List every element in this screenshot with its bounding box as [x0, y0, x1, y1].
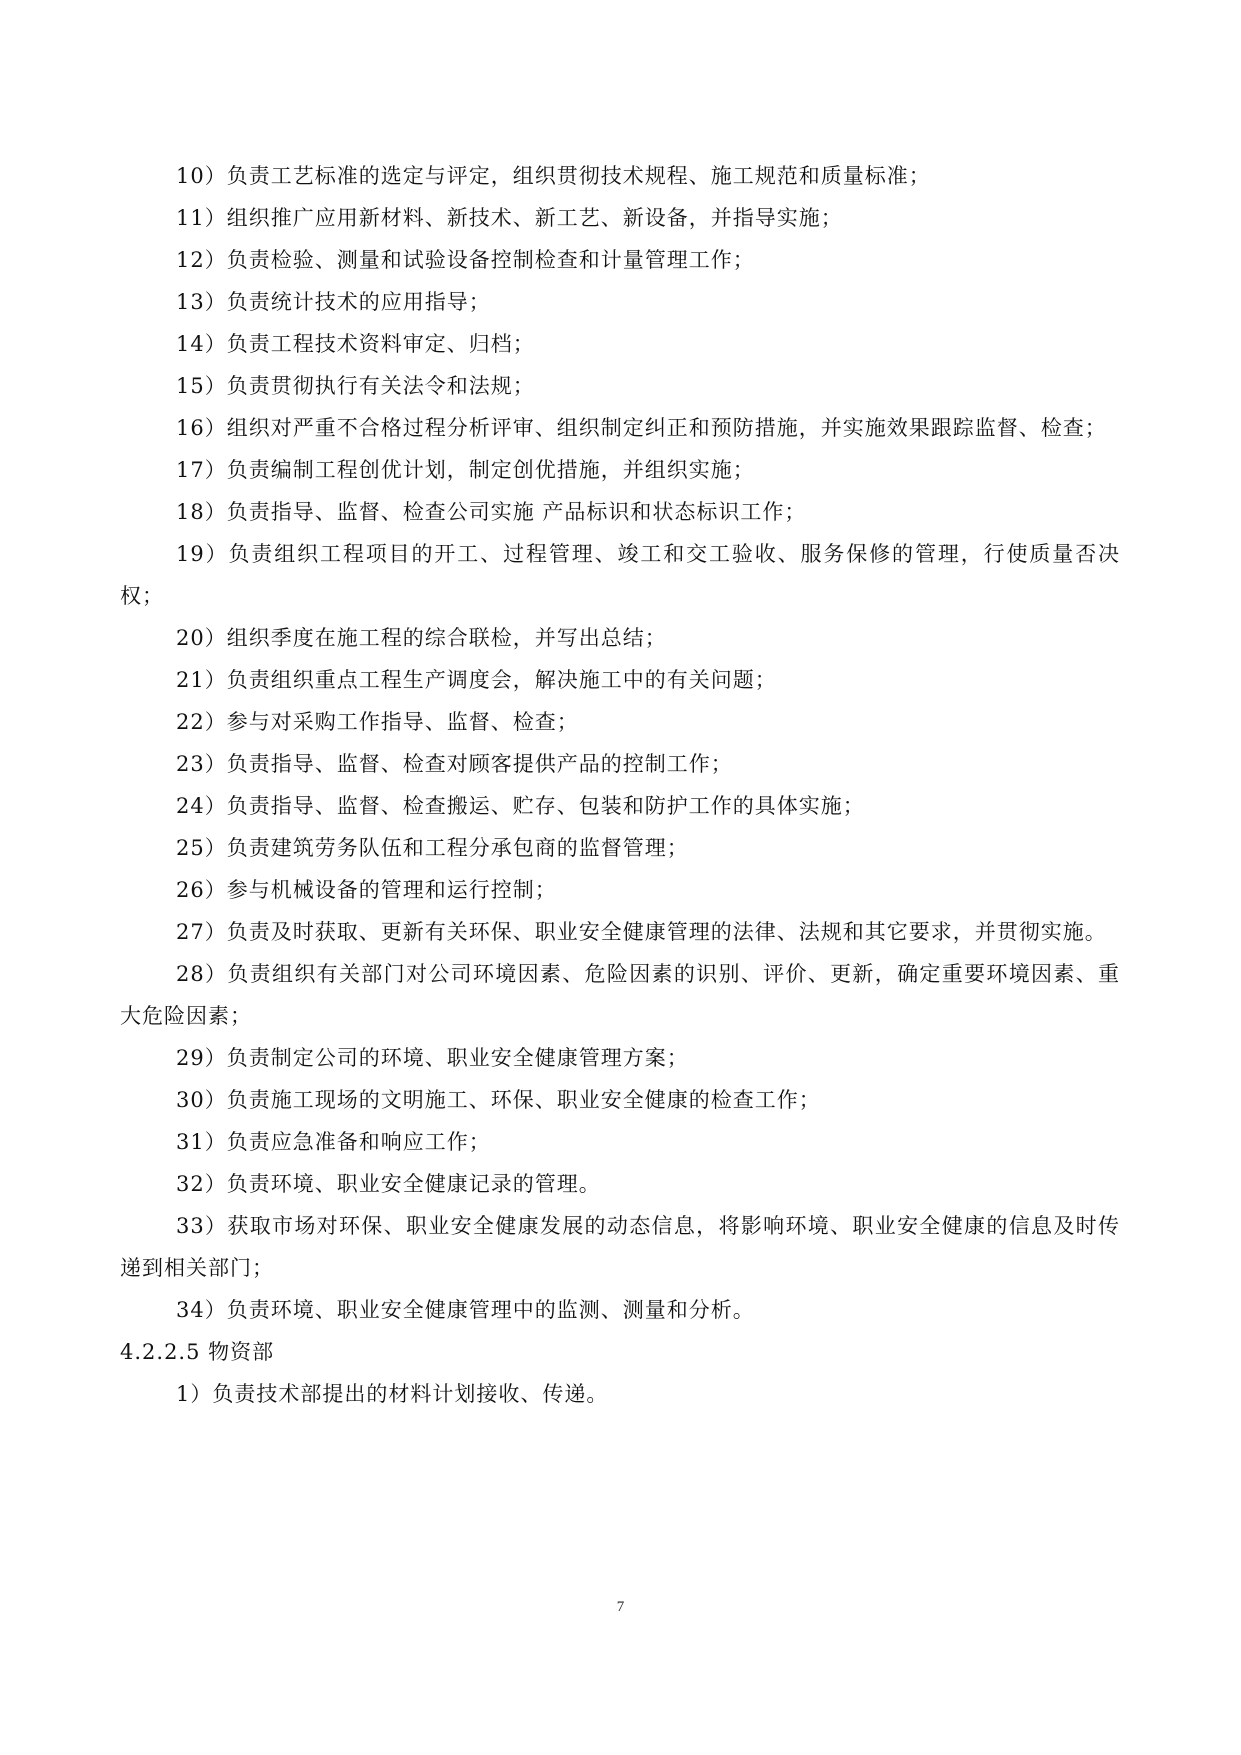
- list-item: 32）负责环境、职业安全健康记录的管理。: [176, 1172, 601, 1196]
- list-item: 22）参与对采购工作指导、监督、检查；: [176, 710, 579, 734]
- list-item: 19）负责组织工程项目的开工、过程管理、竣工和交工验收、服务保修的管理，行使质量否决权；: [120, 542, 1120, 608]
- list-item: 31）负责应急准备和响应工作；: [176, 1130, 491, 1154]
- list-item: 13）负责统计技术的应用指导；: [176, 290, 491, 314]
- page-number: 7: [616, 1599, 625, 1615]
- list-item: 30）负责施工现场的文明施工、环保、职业安全健康的检查工作；: [176, 1088, 821, 1112]
- list-item: 12）负责检验、测量和试验设备控制检查和计量管理工作；: [176, 248, 755, 272]
- list-item: 1）负责技术部提出的材料计划接收、传递。: [176, 1382, 609, 1406]
- document-body: [120, 155, 1120, 1415]
- list-item: 14）负责工程技术资料审定、归档；: [176, 332, 535, 356]
- list-item: 33）获取市场对环保、职业安全健康发展的动态信息，将影响环境、职业安全健康的信息及时传递到相关部门；: [120, 1214, 1120, 1280]
- section-heading: 4.2.2.5 物资部: [120, 1340, 275, 1364]
- list-item: 15）负责贯彻执行有关法令和法规；: [176, 374, 535, 398]
- list-item: 10）负责工艺标准的选定与评定，组织贯彻技术规程、施工规范和质量标准；: [176, 164, 931, 188]
- list-item: 20）组织季度在施工程的综合联检，并写出总结；: [176, 626, 667, 650]
- list-item: 27）负责及时获取、更新有关环保、职业安全健康管理的法律、法规和其它要求，并贯彻实施。: [176, 920, 1107, 944]
- list-item: 34）负责环境、职业安全健康管理中的监测、测量和分析。: [176, 1298, 755, 1322]
- list-item: 26）参与机械设备的管理和运行控制；: [176, 878, 557, 902]
- list-item: 23）负责指导、监督、检查对顾客提供产品的控制工作；: [176, 752, 733, 776]
- list-item: 17）负责编制工程创优计划，制定创优措施，并组织实施；: [176, 458, 755, 482]
- list-item: 25）负责建筑劳务队伍和工程分承包商的监督管理；: [176, 836, 689, 860]
- list-item: 29）负责制定公司的环境、职业安全健康管理方案；: [176, 1046, 689, 1070]
- list-item: 11）组织推广应用新材料、新技术、新工艺、新设备，并指导实施；: [176, 206, 843, 230]
- list-item: 24）负责指导、监督、检查搬运、贮存、包装和防护工作的具体实施；: [176, 794, 865, 818]
- list-item: 21）负责组织重点工程生产调度会，解决施工中的有关问题；: [176, 668, 777, 692]
- list-item: 18）负责指导、监督、检查公司实施 产品标识和状态标识工作；: [176, 500, 807, 524]
- list-item: 16）组织对严重不合格过程分析评审、组织制定纠正和预防措施，并实施效果跟踪监督、检查；: [176, 416, 1107, 440]
- list-item: 28）负责组织有关部门对公司环境因素、危险因素的识别、评价、更新，确定重要环境因素、重大危险因素；: [120, 962, 1120, 1028]
